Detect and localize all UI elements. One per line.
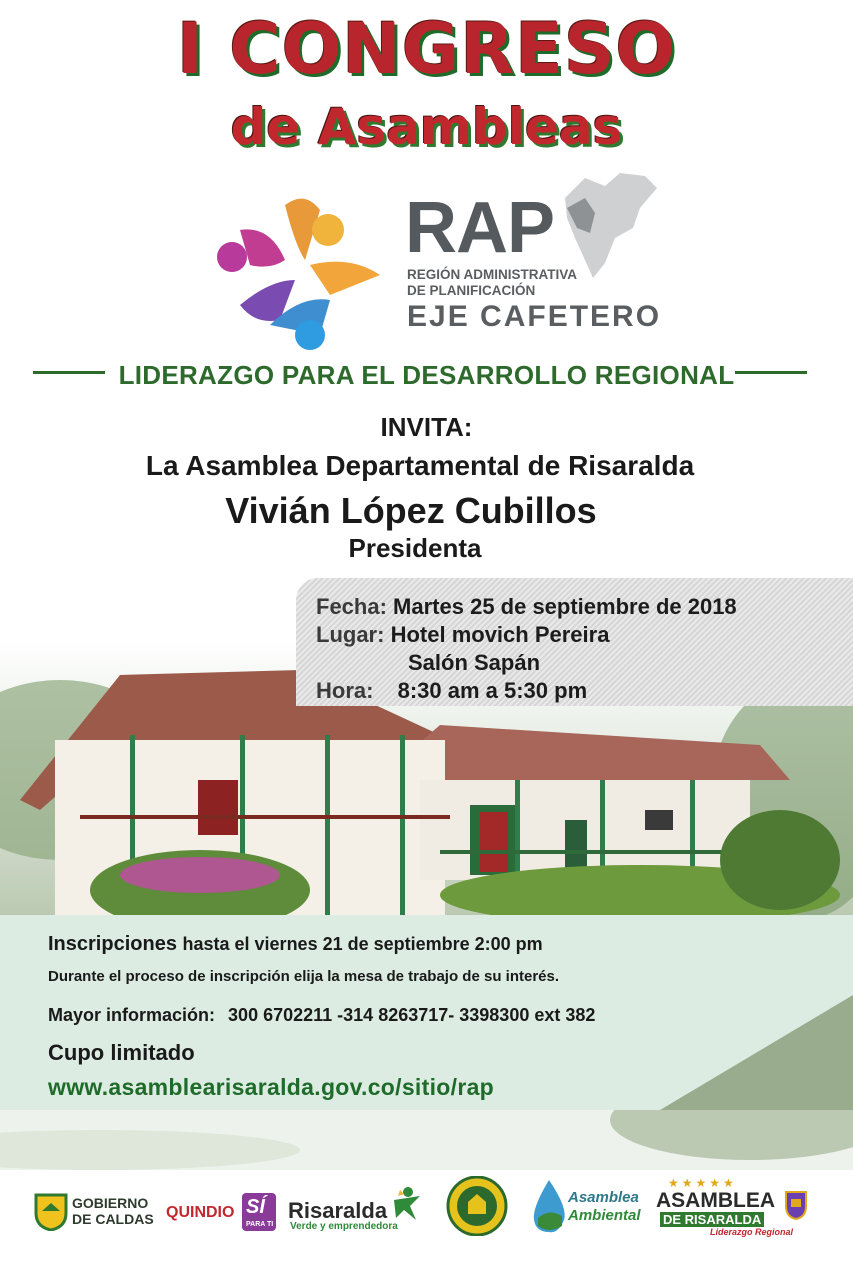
caldas-shield-icon	[34, 1193, 68, 1231]
quindio-logo	[166, 1193, 276, 1233]
rap-subtitle-line1: REGIÓN ADMINISTRATIVA	[407, 267, 577, 282]
quindio-parati: PARA TI	[246, 1221, 274, 1228]
asamblea-caldas-seal-icon	[446, 1176, 508, 1236]
event-place-row	[316, 624, 609, 646]
quindio-si-badge	[242, 1193, 276, 1231]
asamblea-risaralda-logo	[656, 1176, 812, 1238]
event-date-row	[316, 596, 737, 618]
invita-heading: INVITA:	[380, 412, 473, 442]
contact-phones: 300 6702211 -314 8263717- 3398300 ext 382	[228, 1005, 596, 1025]
risaralda-shield-icon	[784, 1190, 808, 1220]
water-drop-icon	[528, 1178, 570, 1234]
risaralda-person-icon	[390, 1186, 424, 1222]
rap-subtitle-line2: DE PLANIFICACIÓN	[407, 283, 536, 298]
registration-deadline-text: hasta el viernes 21 de septiembre 2:00 pm	[182, 934, 543, 954]
rap-acronym: RAP	[405, 188, 555, 268]
event-room: Salón Sapán	[408, 650, 541, 675]
congress-title-line1: I CONGRESO	[177, 8, 676, 90]
risaralda-logo	[288, 1186, 428, 1234]
date-label: Fecha:	[316, 594, 387, 619]
registration-label: Inscripciones	[48, 933, 177, 955]
asamblea-ambiental-logo	[528, 1178, 640, 1234]
quindio-text: QUINDIO	[166, 1204, 235, 1221]
ambiental-line2: Ambiental	[568, 1207, 641, 1224]
asamblea-r-line1: ASAMBLEA	[656, 1189, 775, 1212]
place-value: Hotel movich Pereira	[390, 622, 610, 647]
asamblea-r-line2: DE RISARALDA	[660, 1212, 764, 1227]
rap-people-logo-icon	[210, 185, 390, 355]
caldas-line2: DE CALDAS	[72, 1211, 154, 1227]
registration-deadline	[48, 934, 543, 954]
contact-label: Mayor información:	[48, 1005, 216, 1025]
time-label: Hora:	[316, 678, 374, 703]
footer-landscape	[0, 1110, 853, 1170]
ambiental-line1: Asamblea	[568, 1189, 639, 1206]
caldas-line1: GOBIERNO	[72, 1195, 149, 1211]
congress-title-line2: de Asambleas	[230, 98, 623, 156]
event-time-row	[316, 680, 587, 702]
president-name: Vivián López Cubillos	[225, 490, 597, 531]
quindio-si: SÍ	[246, 1196, 265, 1218]
gobierno-caldas-logo	[34, 1193, 154, 1233]
limited-capacity: Cupo limitado	[48, 1040, 195, 1065]
risaralda-text: Risaralda	[288, 1198, 388, 1223]
host-organization: La Asamblea Departamental de Risaralda	[145, 450, 695, 481]
asamblea-r-line3: Liderazgo Regional	[710, 1227, 794, 1237]
place-label: Lugar:	[316, 622, 385, 647]
date-value: Martes 25 de septiembre de 2018	[393, 594, 737, 619]
registration-process-note: Durante el proceso de inscripción elija la mesa de trabajo de su interés.	[48, 968, 560, 985]
president-role: Presidenta	[348, 533, 482, 563]
stars-icon: ★★★★★	[668, 1176, 737, 1190]
contact-info	[48, 1006, 595, 1024]
time-value: 8:30 am a 5:30 pm	[397, 678, 588, 703]
website-link[interactable]: www.asamblearisaralda.gov.co/sitio/rap	[48, 1074, 495, 1100]
tagline: LIDERAZGO PARA EL DESARROLLO REGIONAL	[118, 360, 735, 390]
risaralda-sub: Verde y emprendedora	[290, 1221, 398, 1232]
rap-region: EJE CAFETERO	[407, 300, 662, 333]
